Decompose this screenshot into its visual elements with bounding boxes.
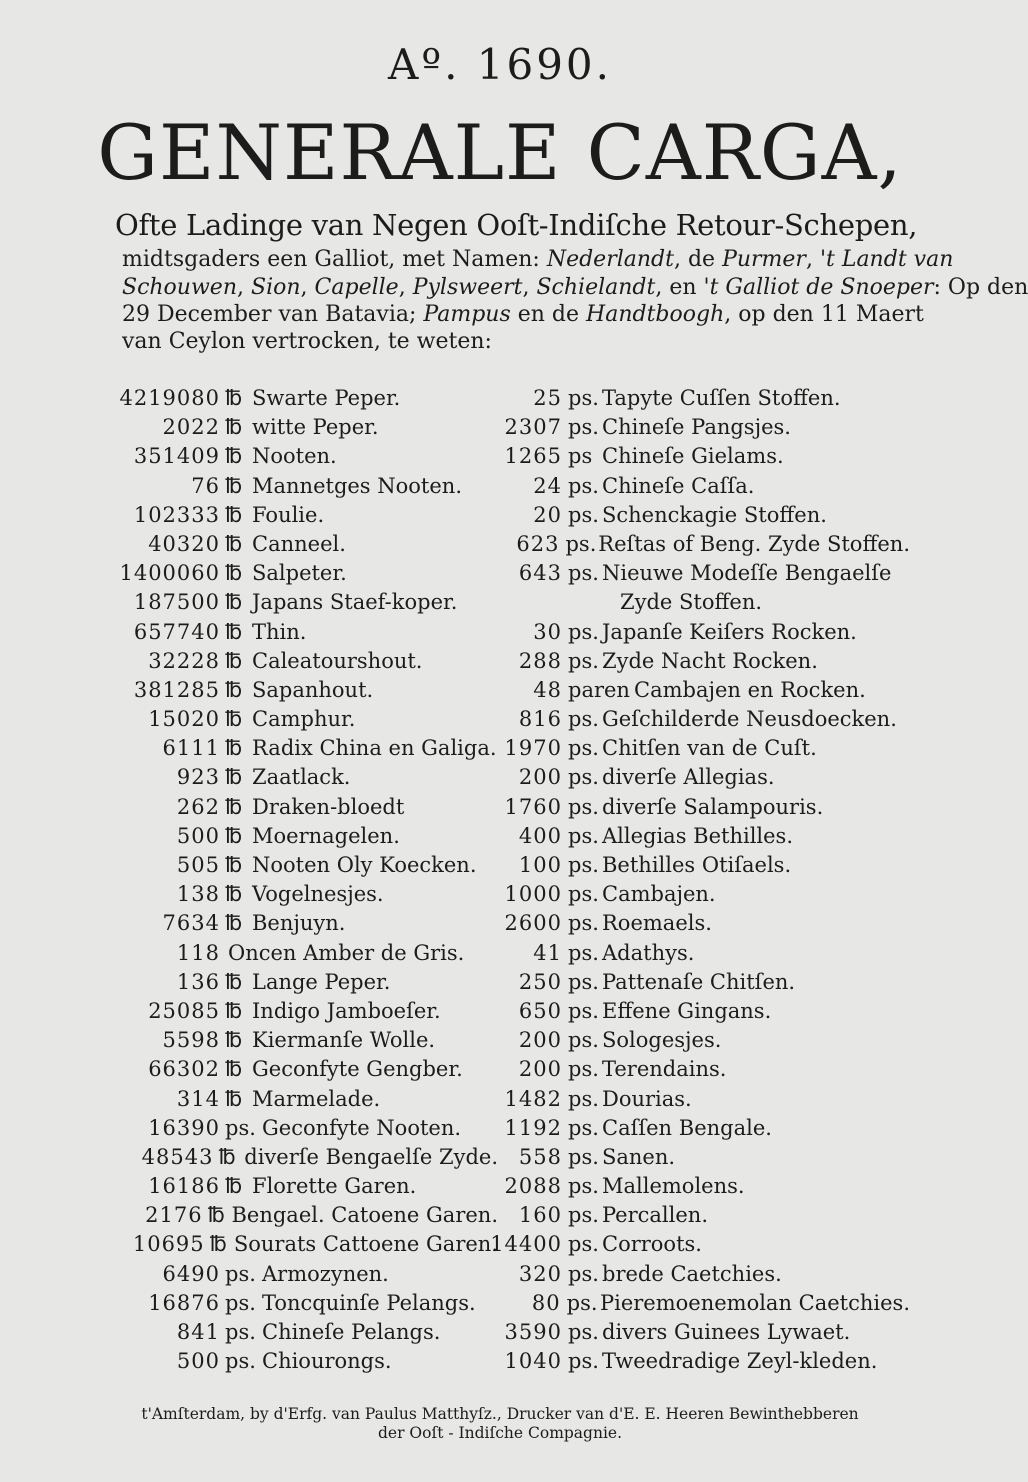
- cargo-unit: ps.: [225, 1115, 256, 1140]
- cargo-row: [490, 822, 910, 851]
- cargo-item: Sanen.: [602, 1144, 676, 1169]
- cargo-item: diverſe Bengaelſe Zyde.: [244, 1144, 498, 1169]
- cargo-row: [88, 1085, 498, 1114]
- cargo-item: Pieremoenemolan Caetchies.: [599, 1290, 910, 1315]
- cargo-item: Corroots.: [602, 1232, 702, 1257]
- cargo-unit: ps.: [568, 940, 599, 965]
- cargo-row: [88, 413, 498, 442]
- cargo-quantity: 505: [176, 853, 220, 877]
- cargo-item: Marmelade.: [252, 1086, 381, 1111]
- cargo-unit: ℔: [225, 765, 243, 790]
- cargo-unit: ps.: [568, 882, 599, 907]
- cargo-row: [88, 501, 498, 530]
- cargo-quantity: 650: [518, 998, 562, 1023]
- cargo-unit: ps.: [568, 619, 599, 644]
- cargo-row: [490, 501, 910, 530]
- cargo-row: [490, 559, 910, 588]
- cargo-item: Chineſe Gielams.: [602, 444, 784, 469]
- cargo-item: Moernagelen.: [252, 823, 400, 848]
- cargo-row: [88, 880, 498, 909]
- cargo-unit: ℔: [225, 648, 243, 673]
- cargo-quantity: 320: [518, 1261, 562, 1286]
- cargo-row: [88, 588, 498, 617]
- cargo-quantity: 623: [516, 531, 560, 556]
- cargo-quantity: 1192: [504, 1115, 562, 1140]
- cargo-item: divers Guinees Lywaet.: [602, 1320, 851, 1344]
- cargo-row: [88, 734, 498, 763]
- cargo-item: Chineſe Caſſa.: [602, 473, 755, 498]
- cargo-unit: ps.: [568, 1203, 599, 1228]
- cargo-item: diverſe Salampouris.: [602, 794, 824, 819]
- cargo-quantity: 643: [518, 561, 562, 586]
- page-title: GENERALE CARGA,: [97, 108, 903, 197]
- cargo-unit: ps.: [225, 1320, 256, 1344]
- cargo-row: [88, 909, 498, 938]
- cargo-quantity: 2176: [145, 1203, 203, 1228]
- cargo-unit: ℔: [225, 853, 243, 877]
- cargo-row: [490, 1055, 910, 1084]
- cargo-row: [88, 1201, 498, 1230]
- cargo-item: Florette Garen.: [252, 1174, 417, 1199]
- cargo-row: [88, 559, 498, 588]
- cargo-row: [490, 647, 910, 676]
- cargo-row: [490, 618, 910, 647]
- cargo-quantity: 187500: [133, 590, 220, 615]
- cargo-unit: ℔: [225, 707, 243, 732]
- cargo-item: Swarte Peper.: [252, 386, 401, 410]
- cargo-unit: ps: [568, 444, 593, 469]
- cargo-row: [490, 1085, 910, 1114]
- cargo-row: [490, 1143, 910, 1172]
- cargo-row: [88, 384, 498, 413]
- cargo-item: Pattenaſe Chitſen.: [602, 969, 796, 994]
- cargo-list-right: [490, 384, 910, 1376]
- cargo-quantity: 500: [176, 1349, 220, 1374]
- cargo-row: [490, 851, 910, 880]
- cargo-item: Caſſen Bengale.: [602, 1115, 772, 1140]
- cargo-row: [88, 1289, 498, 1318]
- cargo-unit: ℔: [225, 911, 243, 936]
- cargo-unit: ℔: [209, 1232, 227, 1257]
- cargo-item: Armozynen.: [262, 1261, 389, 1286]
- cargo-quantity: 200: [518, 765, 562, 790]
- cargo-item: Zyde Nacht Rocken.: [602, 648, 818, 673]
- cargo-quantity: 200: [518, 1057, 562, 1082]
- cargo-unit: ℔: [225, 969, 243, 994]
- intro-line-3: 29 December van Batavia; Pampus en de Handtboogh, op den 11 Maert: [122, 302, 924, 327]
- cargo-quantity: 200: [518, 1028, 562, 1053]
- cargo-quantity: 16876: [148, 1290, 220, 1315]
- cargo-quantity: 558: [518, 1144, 562, 1169]
- cargo-quantity: 2088: [504, 1174, 562, 1199]
- cargo-quantity: 841: [176, 1320, 220, 1344]
- cargo-unit: ℔: [225, 1028, 243, 1053]
- cargo-row: [490, 734, 910, 763]
- cargo-item: Mannetges Nooten.: [252, 473, 462, 498]
- cargo-row: [490, 909, 910, 938]
- cargo-item: Caleatourshout.: [252, 648, 423, 673]
- cargo-quantity: 2307: [504, 415, 562, 440]
- cargo-unit: ps.: [568, 561, 599, 586]
- cargo-row: [88, 618, 498, 647]
- cargo-item: Nieuwe Modeſſe Bengaelſe: [602, 561, 892, 586]
- cargo-quantity: 41: [533, 940, 562, 965]
- cargo-unit: ℔: [225, 502, 243, 527]
- cargo-item: Japans Staef-koper.: [252, 590, 458, 615]
- cargo-row: [88, 530, 498, 559]
- cargo-quantity: 66302: [148, 1057, 220, 1082]
- cargo-item: Chineſe Pangsjes.: [602, 415, 791, 440]
- cargo-quantity: 16186: [148, 1174, 220, 1199]
- cargo-item: Toncquinſe Pelangs.: [262, 1290, 476, 1315]
- cargo-unit: ps.: [568, 1261, 599, 1286]
- cargo-row: [490, 1318, 910, 1347]
- cargo-item: Mallemolens.: [602, 1174, 745, 1199]
- cargo-item: Benjuyn.: [252, 911, 346, 936]
- cargo-unit: ps.: [568, 707, 599, 732]
- imprint-line-1: t'Amſterdam, by d'Erfg. van Paulus Matthyſz., Drucker van d'E. E. Heeren Bewinthebberen: [141, 1405, 859, 1423]
- cargo-row: [490, 1260, 910, 1289]
- cargo-row: [490, 1201, 910, 1230]
- cargo-unit: ps.: [568, 823, 599, 848]
- cargo-unit: ℔: [225, 1174, 243, 1199]
- cargo-unit: ℔: [225, 473, 243, 498]
- cargo-row: [490, 588, 910, 617]
- cargo-item: Zaatlack.: [252, 765, 351, 790]
- cargo-unit: ℔: [225, 794, 243, 819]
- cargo-row: [88, 939, 498, 968]
- cargo-row: [88, 1347, 498, 1376]
- cargo-unit: ps.: [568, 1232, 599, 1257]
- cargo-quantity: 2022: [162, 415, 220, 440]
- cargo-quantity: 32228: [148, 648, 220, 673]
- cargo-unit: ps.: [568, 998, 599, 1023]
- cargo-quantity: 25085: [148, 998, 220, 1023]
- cargo-row: [88, 822, 498, 851]
- cargo-item: Sologesjes.: [602, 1028, 722, 1053]
- cargo-item: brede Caetchies.: [602, 1261, 782, 1286]
- cargo-item: Salpeter.: [252, 561, 347, 586]
- cargo-unit: ps.: [225, 1261, 256, 1286]
- cargo-unit: ℔: [225, 677, 243, 702]
- cargo-quantity: 24: [533, 473, 562, 498]
- cargo-unit: ℔: [225, 1057, 243, 1082]
- cargo-item: Vogelnesjes.: [252, 882, 384, 907]
- cargo-row: [490, 472, 910, 501]
- cargo-item: Schenckagie Stoffen.: [602, 502, 827, 527]
- cargo-item: Terendains.: [602, 1057, 727, 1082]
- cargo-row: [490, 705, 910, 734]
- cargo-unit: ℔: [225, 561, 243, 586]
- cargo-unit: ps.: [568, 386, 599, 410]
- cargo-item: witte Peper.: [252, 415, 379, 440]
- cargo-quantity: 7634: [162, 911, 220, 936]
- cargo-quantity: 1265: [504, 444, 562, 469]
- cargo-row: [88, 676, 498, 705]
- cargo-row: [490, 676, 910, 705]
- cargo-quantity: 1482: [504, 1086, 562, 1111]
- cargo-row: [88, 1143, 498, 1172]
- cargo-unit: ps.: [568, 1028, 599, 1053]
- cargo-row: [490, 1172, 910, 1201]
- cargo-quantity: 15020: [148, 707, 220, 732]
- cargo-item-continued: Zyde Stoffen.: [620, 590, 763, 615]
- cargo-quantity: 10695: [132, 1232, 205, 1257]
- cargo-item: Cambajen.: [602, 882, 716, 907]
- cargo-unit: ps.: [568, 473, 599, 498]
- cargo-row: [88, 1260, 498, 1289]
- cargo-quantity: 160: [518, 1203, 562, 1228]
- cargo-unit: ps.: [568, 1349, 599, 1374]
- cargo-unit: ps.: [568, 765, 599, 790]
- cargo-unit: ℔: [225, 998, 243, 1023]
- cargo-list-left: [88, 384, 498, 1376]
- cargo-unit: ℔: [225, 823, 243, 848]
- cargo-item: Sourats Cattoene Garen.: [233, 1232, 498, 1257]
- cargo-row: [490, 1230, 910, 1259]
- cargo-quantity: 2600: [504, 911, 562, 936]
- cargo-quantity: 136: [176, 969, 220, 994]
- cargo-row: [490, 413, 910, 442]
- cargo-row: [88, 647, 498, 676]
- cargo-unit: ℔: [225, 531, 243, 556]
- cargo-row: [490, 997, 910, 1026]
- cargo-quantity: 6111: [162, 736, 220, 761]
- cargo-quantity: 25: [533, 386, 562, 410]
- cargo-item: Draken-bloedt: [252, 794, 405, 819]
- cargo-row: [490, 939, 910, 968]
- cargo-quantity: 381285: [133, 677, 220, 702]
- cargo-quantity: 138: [176, 882, 220, 907]
- cargo-row: [88, 705, 498, 734]
- cargo-item: Reſtas of Beng. Zyde Stoffen.: [598, 531, 910, 556]
- cargo-quantity: 118: [176, 940, 220, 965]
- cargo-row: [88, 1055, 498, 1084]
- cargo-item: Chitſen van de Cuſt.: [602, 736, 817, 761]
- cargo-row: [88, 1318, 498, 1347]
- cargo-quantity: 5598: [162, 1028, 220, 1053]
- imprint-line-2: der Ooſt - Indiſche Compagnie.: [377, 1424, 623, 1442]
- cargo-unit: ps.: [225, 1290, 256, 1315]
- cargo-unit: ps.: [568, 853, 599, 877]
- cargo-item: Geſchilderde Neusdoecken.: [602, 707, 897, 732]
- intro-line-1: midtsgaders een Galliot, met Namen: Nederlandt, de Purmer, 't Landt van: [122, 247, 954, 272]
- cargo-unit: ℔: [225, 444, 243, 469]
- cargo-row: [88, 1230, 498, 1259]
- cargo-quantity: 80: [531, 1290, 561, 1315]
- cargo-item: Allegias Bethilles.: [602, 823, 794, 848]
- cargo-row: [490, 384, 910, 413]
- cargo-item: Oncen Amber de Gris.: [228, 940, 465, 965]
- cargo-quantity: 102333: [133, 502, 220, 527]
- cargo-item: Adathys.: [602, 940, 695, 965]
- cargo-unit: ℔: [207, 1203, 225, 1228]
- cargo-unit: ps.: [568, 794, 599, 819]
- cargo-unit: ps.: [566, 1290, 598, 1315]
- cargo-row: [490, 763, 910, 792]
- cargo-item: Dourias.: [602, 1086, 692, 1111]
- cargo-row: [88, 1114, 498, 1143]
- cargo-item: Canneel.: [252, 531, 346, 556]
- cargo-quantity: 16390: [148, 1115, 220, 1140]
- cargo-quantity: 40320: [148, 531, 220, 556]
- cargo-quantity: 1970: [504, 736, 562, 761]
- cargo-quantity: 351409: [133, 444, 220, 469]
- cargo-row: [490, 442, 910, 471]
- cargo-unit: ps.: [565, 531, 597, 556]
- cargo-unit: ps.: [568, 648, 599, 673]
- cargo-row: [88, 472, 498, 501]
- cargo-row: [88, 997, 498, 1026]
- cargo-row: [490, 530, 910, 559]
- cargo-item: diverſe Allegias.: [602, 765, 775, 790]
- intro-line-4: van Ceylon vertrocken, te weten:: [122, 329, 492, 354]
- cargo-item: Radix China en Galiga.: [252, 736, 497, 761]
- cargo-unit: ps.: [568, 502, 599, 527]
- cargo-unit: paren: [568, 677, 630, 702]
- cargo-quantity: 14400: [490, 1232, 562, 1257]
- cargo-row: [490, 1114, 910, 1143]
- cargo-item: Thin.: [252, 619, 307, 644]
- cargo-unit: ℔: [225, 882, 243, 907]
- cargo-unit: ℔: [225, 415, 243, 440]
- cargo-row: [88, 793, 498, 822]
- cargo-quantity: 1760: [504, 794, 562, 819]
- cargo-item: Cambajen en Rocken.: [634, 677, 866, 702]
- cargo-unit: ps.: [568, 911, 599, 936]
- cargo-quantity: 48: [533, 677, 562, 702]
- cargo-row: [88, 763, 498, 792]
- cargo-unit: ps.: [568, 736, 599, 761]
- cargo-item: Sapanhout.: [252, 677, 374, 702]
- cargo-quantity: 20: [533, 502, 562, 527]
- cargo-unit: ℔: [218, 1144, 236, 1169]
- cargo-quantity: 1400060: [119, 561, 220, 586]
- cargo-item: Geconfyte Nooten.: [262, 1115, 462, 1140]
- cargo-unit: ps.: [568, 1057, 599, 1082]
- cargo-row: [490, 1289, 910, 1318]
- cargo-quantity: 4219080: [119, 386, 220, 410]
- cargo-unit: ps.: [568, 1320, 599, 1344]
- cargo-row: [88, 1172, 498, 1201]
- cargo-item: Geconfyte Gengber.: [252, 1057, 463, 1082]
- cargo-row: [490, 1026, 910, 1055]
- cargo-item: Tapyte Cuſſen Stoffen.: [602, 386, 841, 410]
- cargo-row: [88, 1026, 498, 1055]
- cargo-quantity: 30: [533, 619, 562, 644]
- cargo-item: Roemaels.: [602, 911, 712, 936]
- cargo-unit: ps.: [568, 1115, 599, 1140]
- cargo-unit: ps.: [568, 969, 599, 994]
- cargo-quantity: 76: [191, 473, 220, 498]
- cargo-row: [88, 968, 498, 997]
- cargo-item: Bethilles Otiſaels.: [602, 853, 792, 877]
- cargo-quantity: 1000: [504, 882, 562, 907]
- cargo-item: Effene Gingans.: [602, 998, 772, 1023]
- cargo-item: Indigo Jamboeſer.: [252, 998, 441, 1023]
- cargo-unit: ps.: [225, 1349, 256, 1374]
- cargo-unit: ps.: [568, 1144, 599, 1169]
- cargo-item: Tweedradige Zeyl-kleden.: [602, 1349, 878, 1374]
- cargo-item: Percallen.: [602, 1203, 708, 1228]
- cargo-quantity: 500: [176, 823, 220, 848]
- cargo-quantity: 48543: [141, 1144, 214, 1169]
- cargo-item: Foulie.: [252, 502, 325, 527]
- cargo-row: [490, 1347, 910, 1376]
- cargo-item: Lange Peper.: [252, 969, 391, 994]
- cargo-item: Chineſe Pelangs.: [262, 1320, 441, 1344]
- cargo-unit: ℔: [225, 590, 243, 615]
- cargo-unit: ps.: [568, 1086, 599, 1111]
- cargo-quantity: 657740: [133, 619, 220, 644]
- intro-line-2: Schouwen, Sion, Capelle, Pylsweert, Schielandt, en 't Galliot de Snoeper: Op den: [122, 275, 1028, 300]
- year-heading: Aº. 1690.: [387, 40, 613, 89]
- cargo-quantity: 923: [176, 765, 220, 790]
- cargo-unit: ps.: [568, 415, 599, 440]
- cargo-item: Nooten.: [252, 444, 337, 469]
- cargo-row: [490, 968, 910, 997]
- cargo-quantity: 288: [518, 648, 562, 673]
- subtitle: Ofte Ladinge van Negen Ooſt-Indiſche Retour-Schepen,: [115, 208, 918, 242]
- cargo-row: [490, 793, 910, 822]
- cargo-row: [490, 880, 910, 909]
- cargo-row: [88, 442, 498, 471]
- cargo-quantity: 6490: [162, 1261, 220, 1286]
- cargo-unit: ℔: [225, 1086, 243, 1111]
- cargo-unit: ps.: [568, 1174, 599, 1199]
- cargo-item: Nooten Oly Koecken.: [252, 853, 477, 877]
- cargo-quantity: 1040: [504, 1349, 562, 1374]
- cargo-item: Japanſe Keiſers Rocken.: [602, 619, 857, 644]
- cargo-unit: ℔: [225, 619, 243, 644]
- cargo-item: Kiermanſe Wolle.: [252, 1028, 436, 1053]
- cargo-quantity: 816: [518, 707, 562, 732]
- cargo-quantity: 100: [518, 853, 562, 877]
- cargo-unit: ℔: [225, 386, 243, 410]
- cargo-item: Chiourongs.: [262, 1349, 392, 1374]
- cargo-unit: ℔: [225, 736, 243, 761]
- cargo-quantity: 262: [176, 794, 220, 819]
- cargo-quantity: 3590: [504, 1320, 562, 1344]
- cargo-quantity: 400: [518, 823, 562, 848]
- cargo-row: [88, 851, 498, 880]
- cargo-quantity: 250: [518, 969, 562, 994]
- cargo-item: Bengael. Catoene Garen.: [231, 1203, 498, 1228]
- cargo-item: Camphur.: [252, 707, 356, 732]
- cargo-quantity: 314: [176, 1086, 220, 1111]
